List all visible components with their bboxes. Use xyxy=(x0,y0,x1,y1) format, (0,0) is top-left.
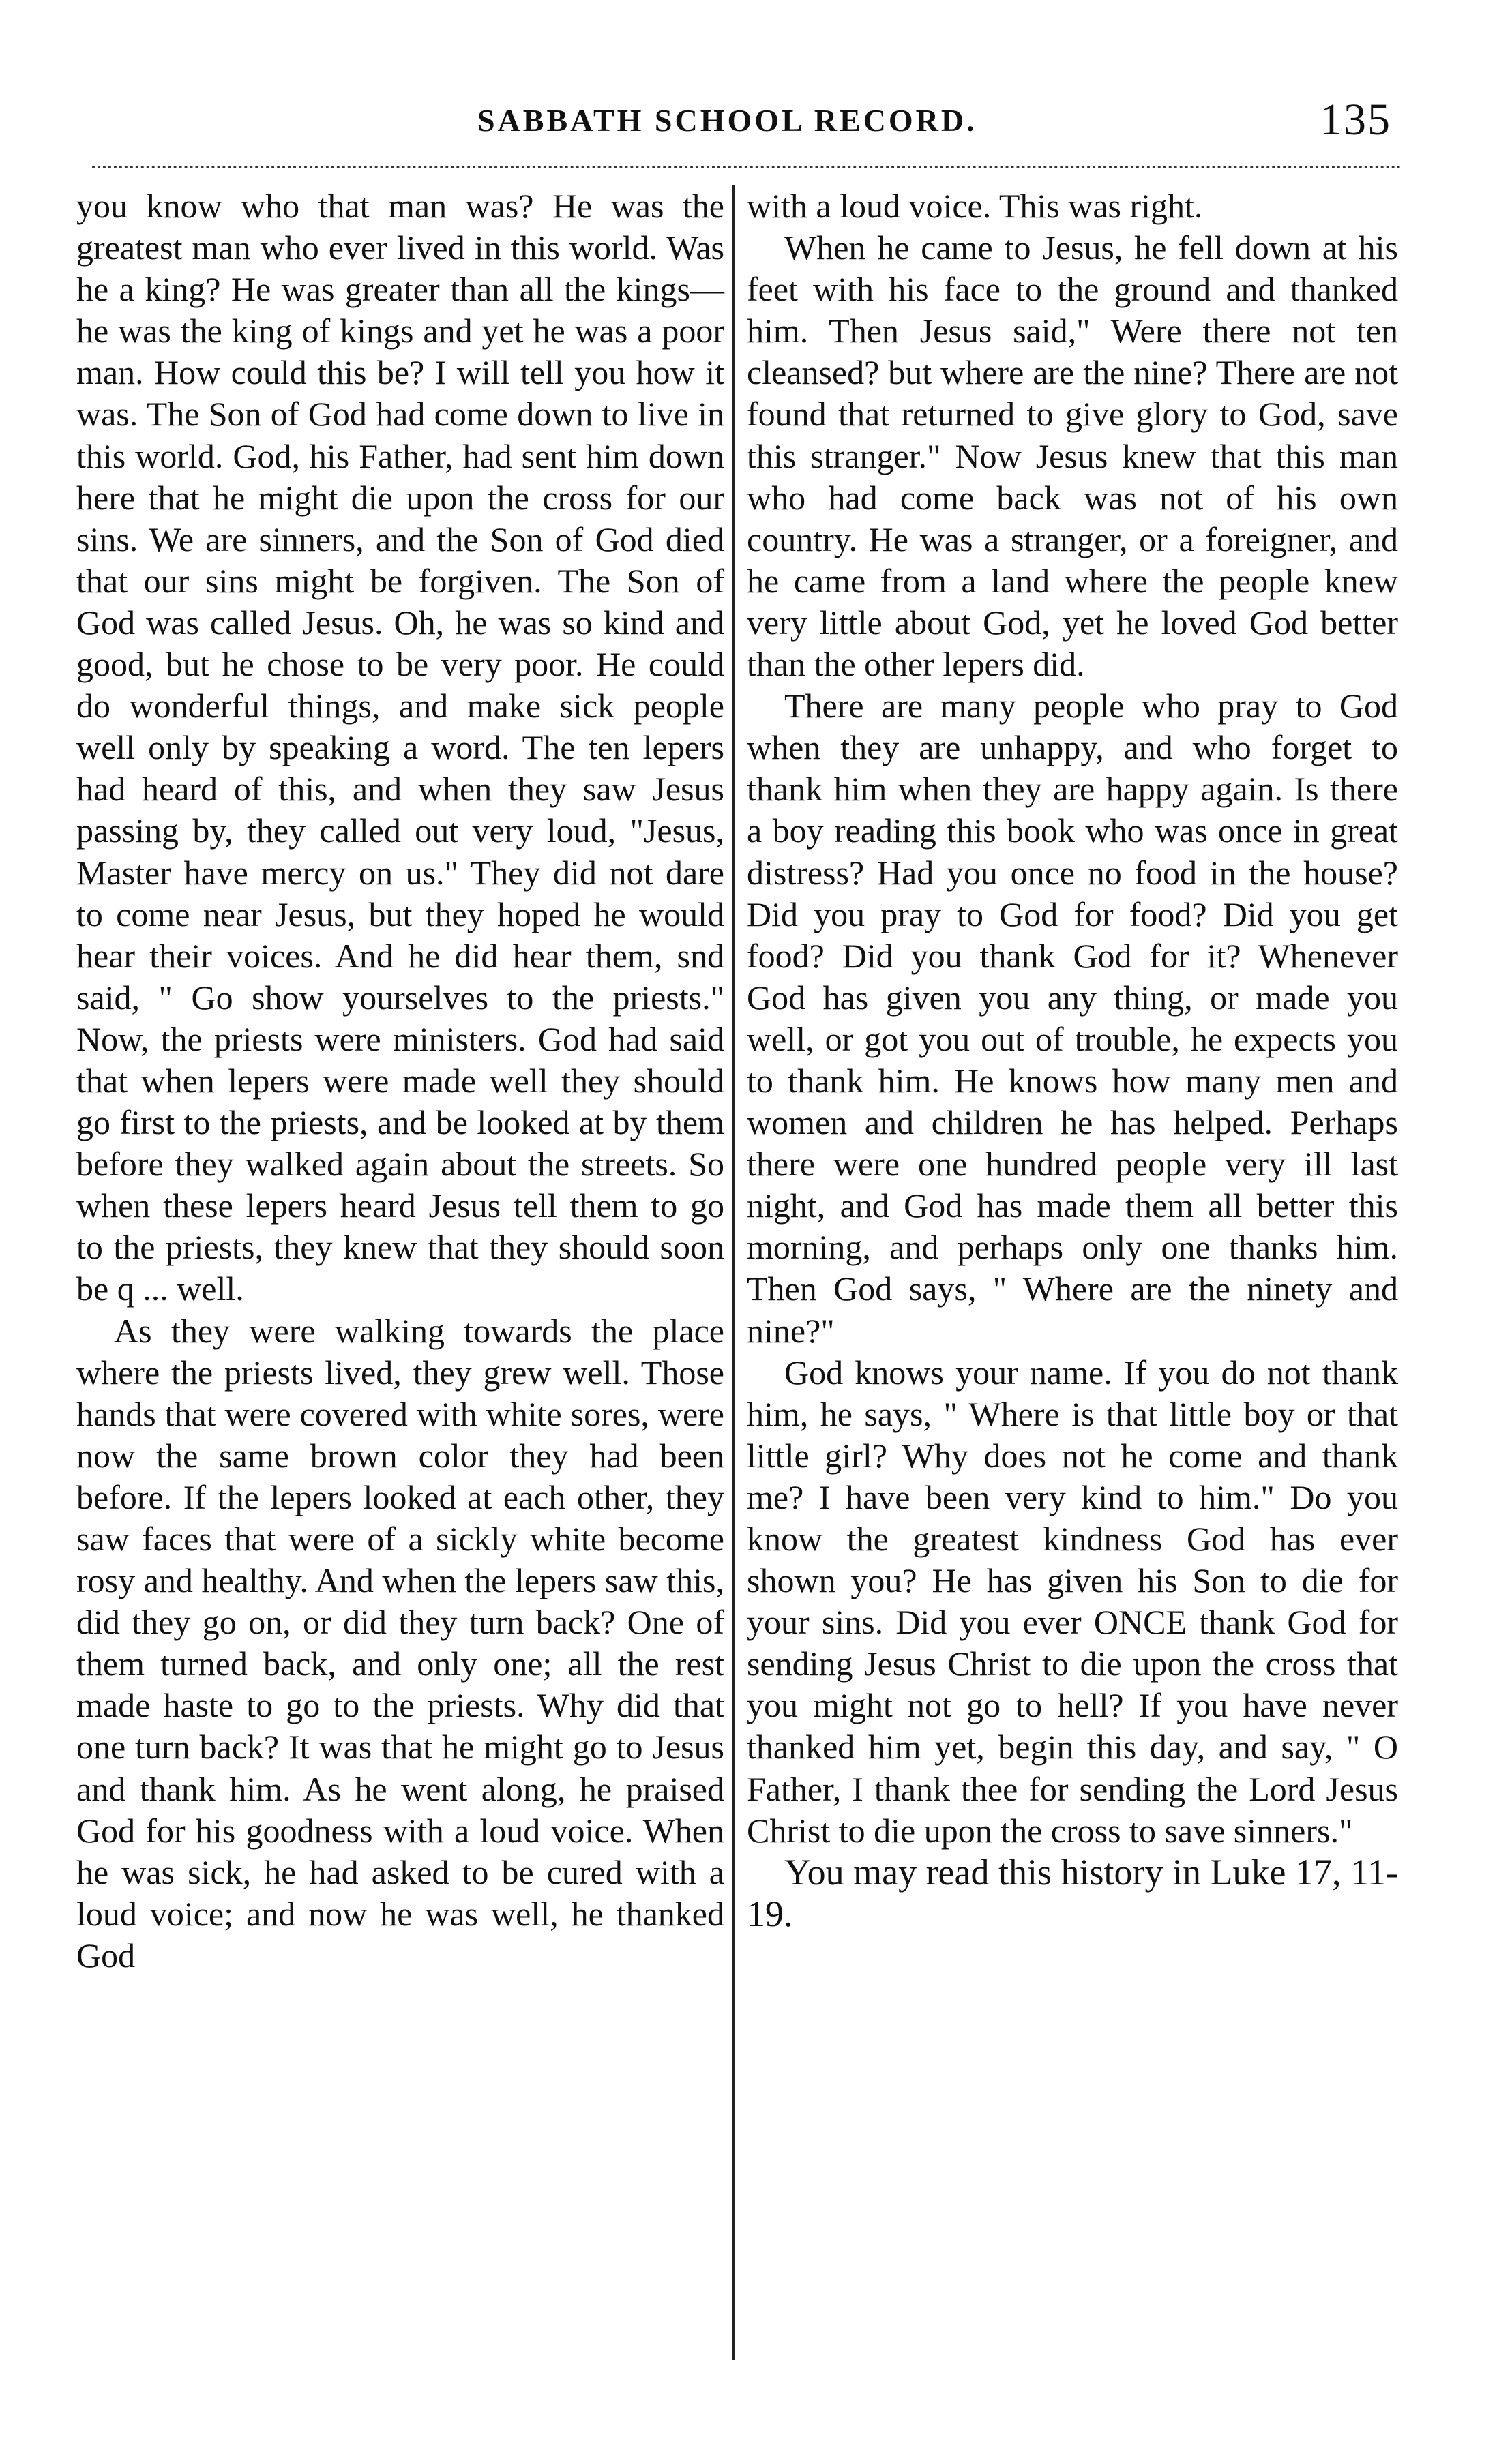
right-paragraph-3: There are many people who pray to God when they are unhappy, and who forget to thank him when they are happy again. Is there a boy reading this book who was once in great distress? Had you once no food in the house? Did you pray to God for food? Did you get food? Did you thank God for it? Whenever God has given you any thing, or made you well, or got you out of trouble, he expects you to thank him. He knows how many men and women and children he has helped. Perhaps there were one hundred people very ill last night, and God has made them all better this morning, and perhaps only one thanks him. Then God says, " Where are the ninety and nine?" xyxy=(747,687,1398,1350)
right-paragraph-2: When he came to Jesus, he fell down at his feet with his face to the ground and thanked him. Then Jesus said," Were there not ten cleansed? but where are the nine? There are not found that returned to give glory to God, save this stranger." Now Jesus knew that this man who had come back was not of his own country. He was a stranger, or a foreigner, and he came from a land where the people knew very little about God, yet he loved God better than the other lepers did. xyxy=(747,228,1398,684)
right-column xyxy=(747,185,1398,1935)
right-paragraph-1: with a loud voice. This was right. xyxy=(747,187,1203,225)
running-head xyxy=(82,95,1419,157)
running-title: SABBATH SCHOOL RECORD. xyxy=(477,103,977,138)
left-column xyxy=(76,185,724,1977)
right-paragraph-4: God knows your name. If you do not thank him, he says, " Where is that little boy or that little girl? Why does not he come and thank me? I have been very kind to him." Do you know the greatest kindness God has ever shown you? He has given his Son to die for your sins. Did you ever ONCE thank God for sending Jesus Christ to die upon the cross that you might not go to hell? If you have never thanked him yet, begin this day, and say, " O Father, I thank thee for sending the Lord Jesus Christ to die upon the cross to save sinners." xyxy=(747,1353,1398,1850)
scripture-reference: You may read this history in Luke 17, 11-19. xyxy=(747,1851,1398,1934)
left-paragraph-2: As they were walking towards the place where the priests lived, they grew well. Those hands that were covered with white sores, were now the same brown color they had been before. If the lepers looked at each other, they saw faces that were of a sickly white become rosy and healthy. And when the lepers saw this, did they go on, or did they turn back? One of them turned back, and only one; all the rest made haste to go to the priests. Why did that one turn back? It was that he might go to Jesus and thank him. As he went along, he praised God for his goodness with a loud voice. When he was sick, he had asked to be cured with a loud voice; and now he was well, he thanked God xyxy=(76,1311,724,1974)
left-paragraph-1: you know who that man was? He was the greatest man who ever lived in this world. Was he a king? He was greater than all the kings—he was the king of kings and yet he was a poor man. How could this be? I will tell you how it was. The Son of God had come down to live in this world. God, his Father, had sent him down here that he might die upon the cross for our sins. We are sinners, and the Son of God died that our sins might be forgiven. The Son of God was called Jesus. Oh, he was so kind and good, but he chose to be very poor. He could do wonderful things, and make sick people well only by speaking a word. The ten lepers had heard of this, and when they saw Jesus passing by, they called out very loud, "Jesus, Master have mercy on us." They did not dare to come near Jesus, but they hoped he would hear their voices. And he did hear them, snd said, " Go show yourselves to the priests." Now, the priests were ministers. God had said that when lepers were made well they should go first to the priests, and be looked at by them before they walked again about the streets. So when these lepers heard Jesus tell them to go to the priests, they knew that they should soon be q ... well. xyxy=(76,187,724,1308)
column-divider xyxy=(732,185,735,2360)
page-number: 135 xyxy=(1320,95,1391,145)
header-rule xyxy=(92,166,1402,168)
